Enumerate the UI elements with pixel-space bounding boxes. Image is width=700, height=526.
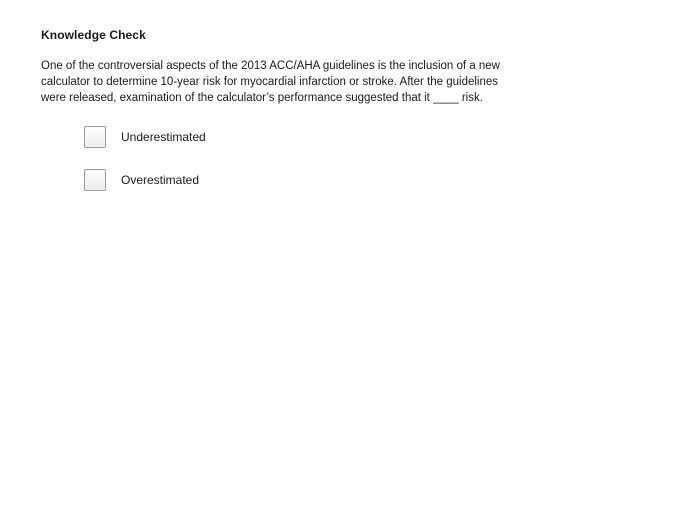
question-line: One of the controversial aspects of the 2013 ACC/AHA guidelines is the inclusion of a new [41, 60, 500, 72]
answer-label-overestimated: Overestimated [121, 173, 200, 187]
answer-checkbox-underestimated[interactable] [84, 126, 106, 148]
page-title: Knowledge Check [41, 28, 146, 42]
answer-option-overestimated[interactable] [84, 167, 199, 193]
question-line: calculator to determine 10-year risk for myocardial infarction or stroke. After the guidelines [41, 76, 499, 88]
question-text [41, 58, 561, 106]
answer-checkbox-overestimated[interactable] [84, 169, 106, 191]
question-line: were released, examination of the calculator’s performance suggested that it ____ risk. [41, 92, 483, 104]
answer-option-underestimated[interactable] [84, 124, 206, 150]
answer-label-underestimated: Underestimated [121, 130, 206, 144]
